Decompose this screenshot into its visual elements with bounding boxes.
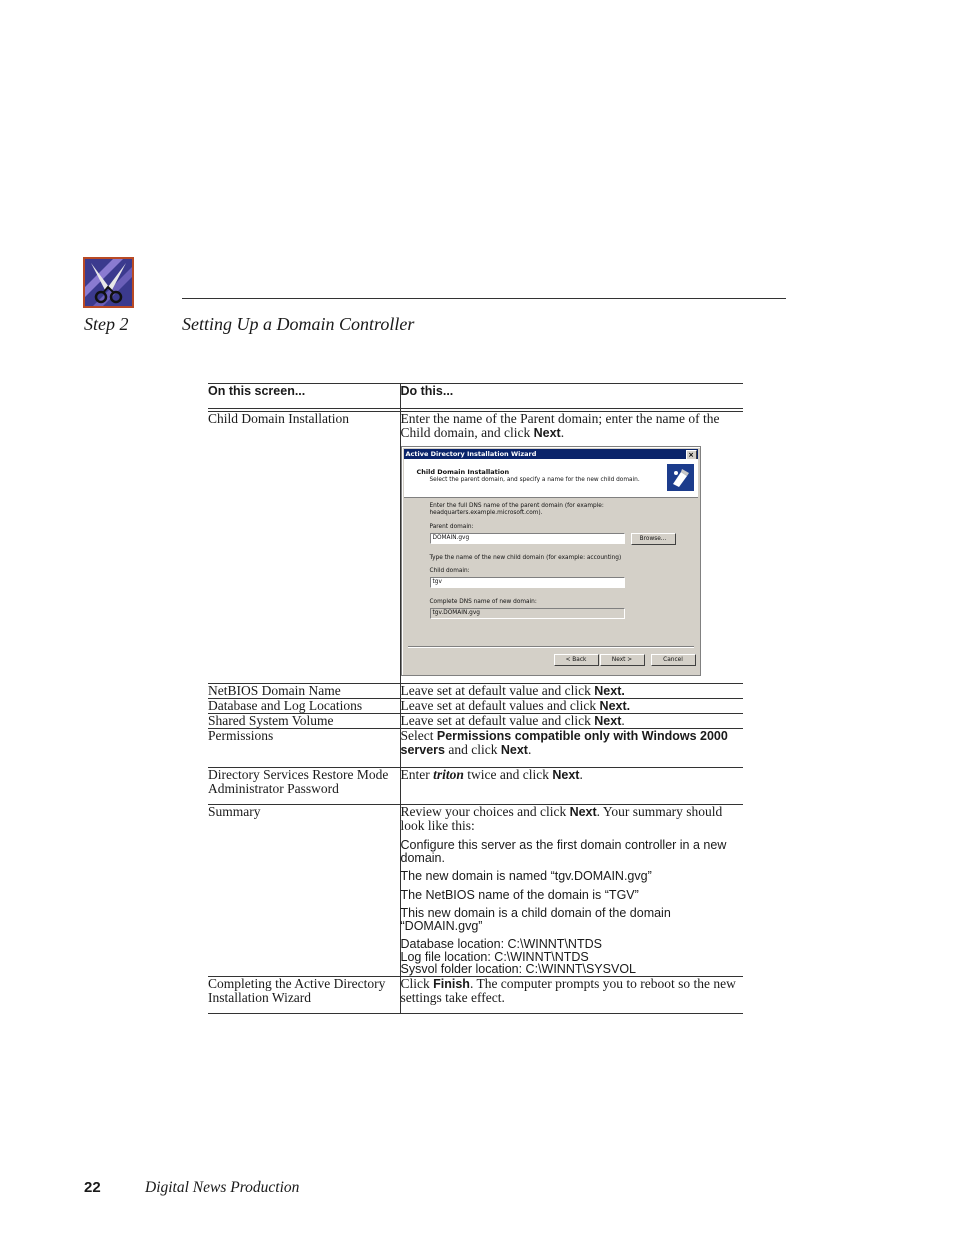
action-text-mid: twice and click — [463, 767, 553, 782]
summary-line: The NetBIOS name of the domain is “TGV” — [400, 887, 639, 902]
column-header-action: Do this... — [400, 384, 743, 409]
action-text-mid: and click — [445, 742, 501, 757]
action-cell — [400, 805, 743, 977]
summary-line: Log file location: C:\WINNT\NTDS — [400, 949, 589, 964]
action-text: Enter the name of the Parent domain; enter the name of the Child domain, and click — [400, 411, 720, 440]
table-row — [208, 976, 743, 1013]
action-text: Leave set at default value and click — [400, 713, 595, 728]
complete-dns-label: Complete DNS name of new domain: — [429, 599, 537, 605]
table-row — [208, 412, 743, 684]
section-title: Setting Up a Domain Controller — [182, 314, 415, 334]
action-text: Select — [400, 728, 437, 743]
action-text: Enter — [400, 767, 434, 782]
action-cell — [400, 714, 743, 729]
wizard-icon — [667, 464, 694, 491]
action-bold: Next. — [594, 684, 625, 698]
action-text: Review your choices and click — [400, 804, 570, 819]
action-bold: Next. — [599, 699, 631, 713]
cancel-button[interactable]: Cancel — [651, 654, 696, 666]
screen-name: Child Domain Installation — [208, 412, 400, 684]
action-cell — [400, 412, 743, 684]
action-text: Leave set at default values and click — [400, 698, 600, 713]
screen-name: Permissions — [208, 729, 400, 768]
action-text-end: . Your summary should look like this: — [400, 804, 723, 833]
child-domain-label: Child domain: — [429, 568, 470, 574]
product-logo — [83, 257, 134, 308]
password-value: triton — [433, 767, 464, 782]
summary-line: The new domain is named “tgv.DOMAIN.gvg” — [400, 869, 652, 883]
action-cell — [400, 729, 743, 768]
action-bold: Finish — [433, 976, 470, 991]
table-row — [208, 684, 743, 699]
book-title: Digital News Production — [145, 1179, 300, 1196]
child-domain-input[interactable]: tgv — [430, 577, 625, 588]
table-row — [208, 699, 743, 714]
parent-domain-label: Parent domain: — [429, 524, 474, 530]
parent-domain-input[interactable]: DOMAIN.gvg — [430, 533, 625, 544]
complete-dns-field: tgv.DOMAIN.gvg — [430, 608, 625, 619]
action-text-end: . — [579, 767, 583, 782]
wizard-dialog-screenshot — [401, 446, 701, 676]
action-bold: Next — [533, 426, 561, 440]
step-label: Step 2 — [84, 314, 129, 334]
next-button[interactable]: Next > — [600, 654, 645, 666]
action-text: Leave set at default value and click — [400, 683, 595, 698]
instructions-table — [208, 383, 743, 1014]
screen-name: Completing the Active Directory Installation Wizard — [208, 976, 400, 1013]
browse-button[interactable]: Browse... — [631, 533, 676, 545]
dialog-subheading: Select the parent domain, and specify a name for the new child domain. — [429, 477, 640, 483]
table-header-row — [208, 384, 743, 409]
header-rule — [182, 298, 786, 299]
action-text-end: . — [621, 713, 625, 728]
action-bold-next: Next — [500, 743, 528, 757]
screen-name: Directory Services Restore Mode Administrator Password — [208, 768, 400, 805]
action-bold: Next — [594, 714, 622, 728]
action-bold: Permissions compatible only with Windows 2000 servers — [400, 729, 728, 757]
page-number: 22 — [84, 1179, 101, 1196]
parent-hint: Enter the full DNS name of the parent domain (for example: headquarters.example.microsoft.com). — [429, 503, 604, 516]
action-bold: Next — [569, 805, 597, 819]
action-cell — [400, 699, 743, 714]
table-row — [208, 768, 743, 805]
screen-name: Shared System Volume — [208, 714, 400, 729]
screen-name: Database and Log Locations — [208, 699, 400, 714]
table-row — [208, 729, 743, 768]
close-icon[interactable]: × — [686, 450, 697, 460]
action-cell — [400, 768, 743, 805]
summary-line: This new domain is a child domain of the domain “DOMAIN.gvg” — [400, 906, 671, 933]
action-bold: Next — [552, 768, 580, 782]
action-cell — [400, 976, 743, 1013]
back-button[interactable]: < Back — [554, 654, 599, 666]
summary-line: Configure this server as the first domain controller in a new domain. — [400, 838, 727, 865]
dialog-header — [404, 459, 698, 498]
summary-line: Database location: C:\WINNT\NTDS — [400, 937, 602, 951]
table-row — [208, 805, 743, 977]
action-cell — [400, 684, 743, 699]
column-header-screen: On this screen... — [208, 384, 400, 409]
action-text-end: . — [527, 742, 532, 757]
child-hint: Type the name of the new child domain (for example: accounting) — [429, 555, 622, 561]
action-text-end: . — [560, 425, 565, 440]
dialog-title: Active Directory Installation Wizard — [405, 450, 537, 458]
table-row — [208, 714, 743, 729]
screen-name: NetBIOS Domain Name — [208, 684, 400, 699]
dialog-heading: Child Domain Installation — [416, 468, 510, 476]
summary-line: Sysvol folder location: C:\WINNT\SYSVOL — [400, 962, 636, 976]
dialog-separator — [408, 646, 694, 648]
screen-name: Summary — [208, 805, 400, 977]
action-text: Click — [400, 975, 434, 991]
action-text-end: . The computer prompts you to reboot so the new settings take effect. — [400, 975, 736, 1005]
dialog-title-bar — [404, 449, 698, 459]
